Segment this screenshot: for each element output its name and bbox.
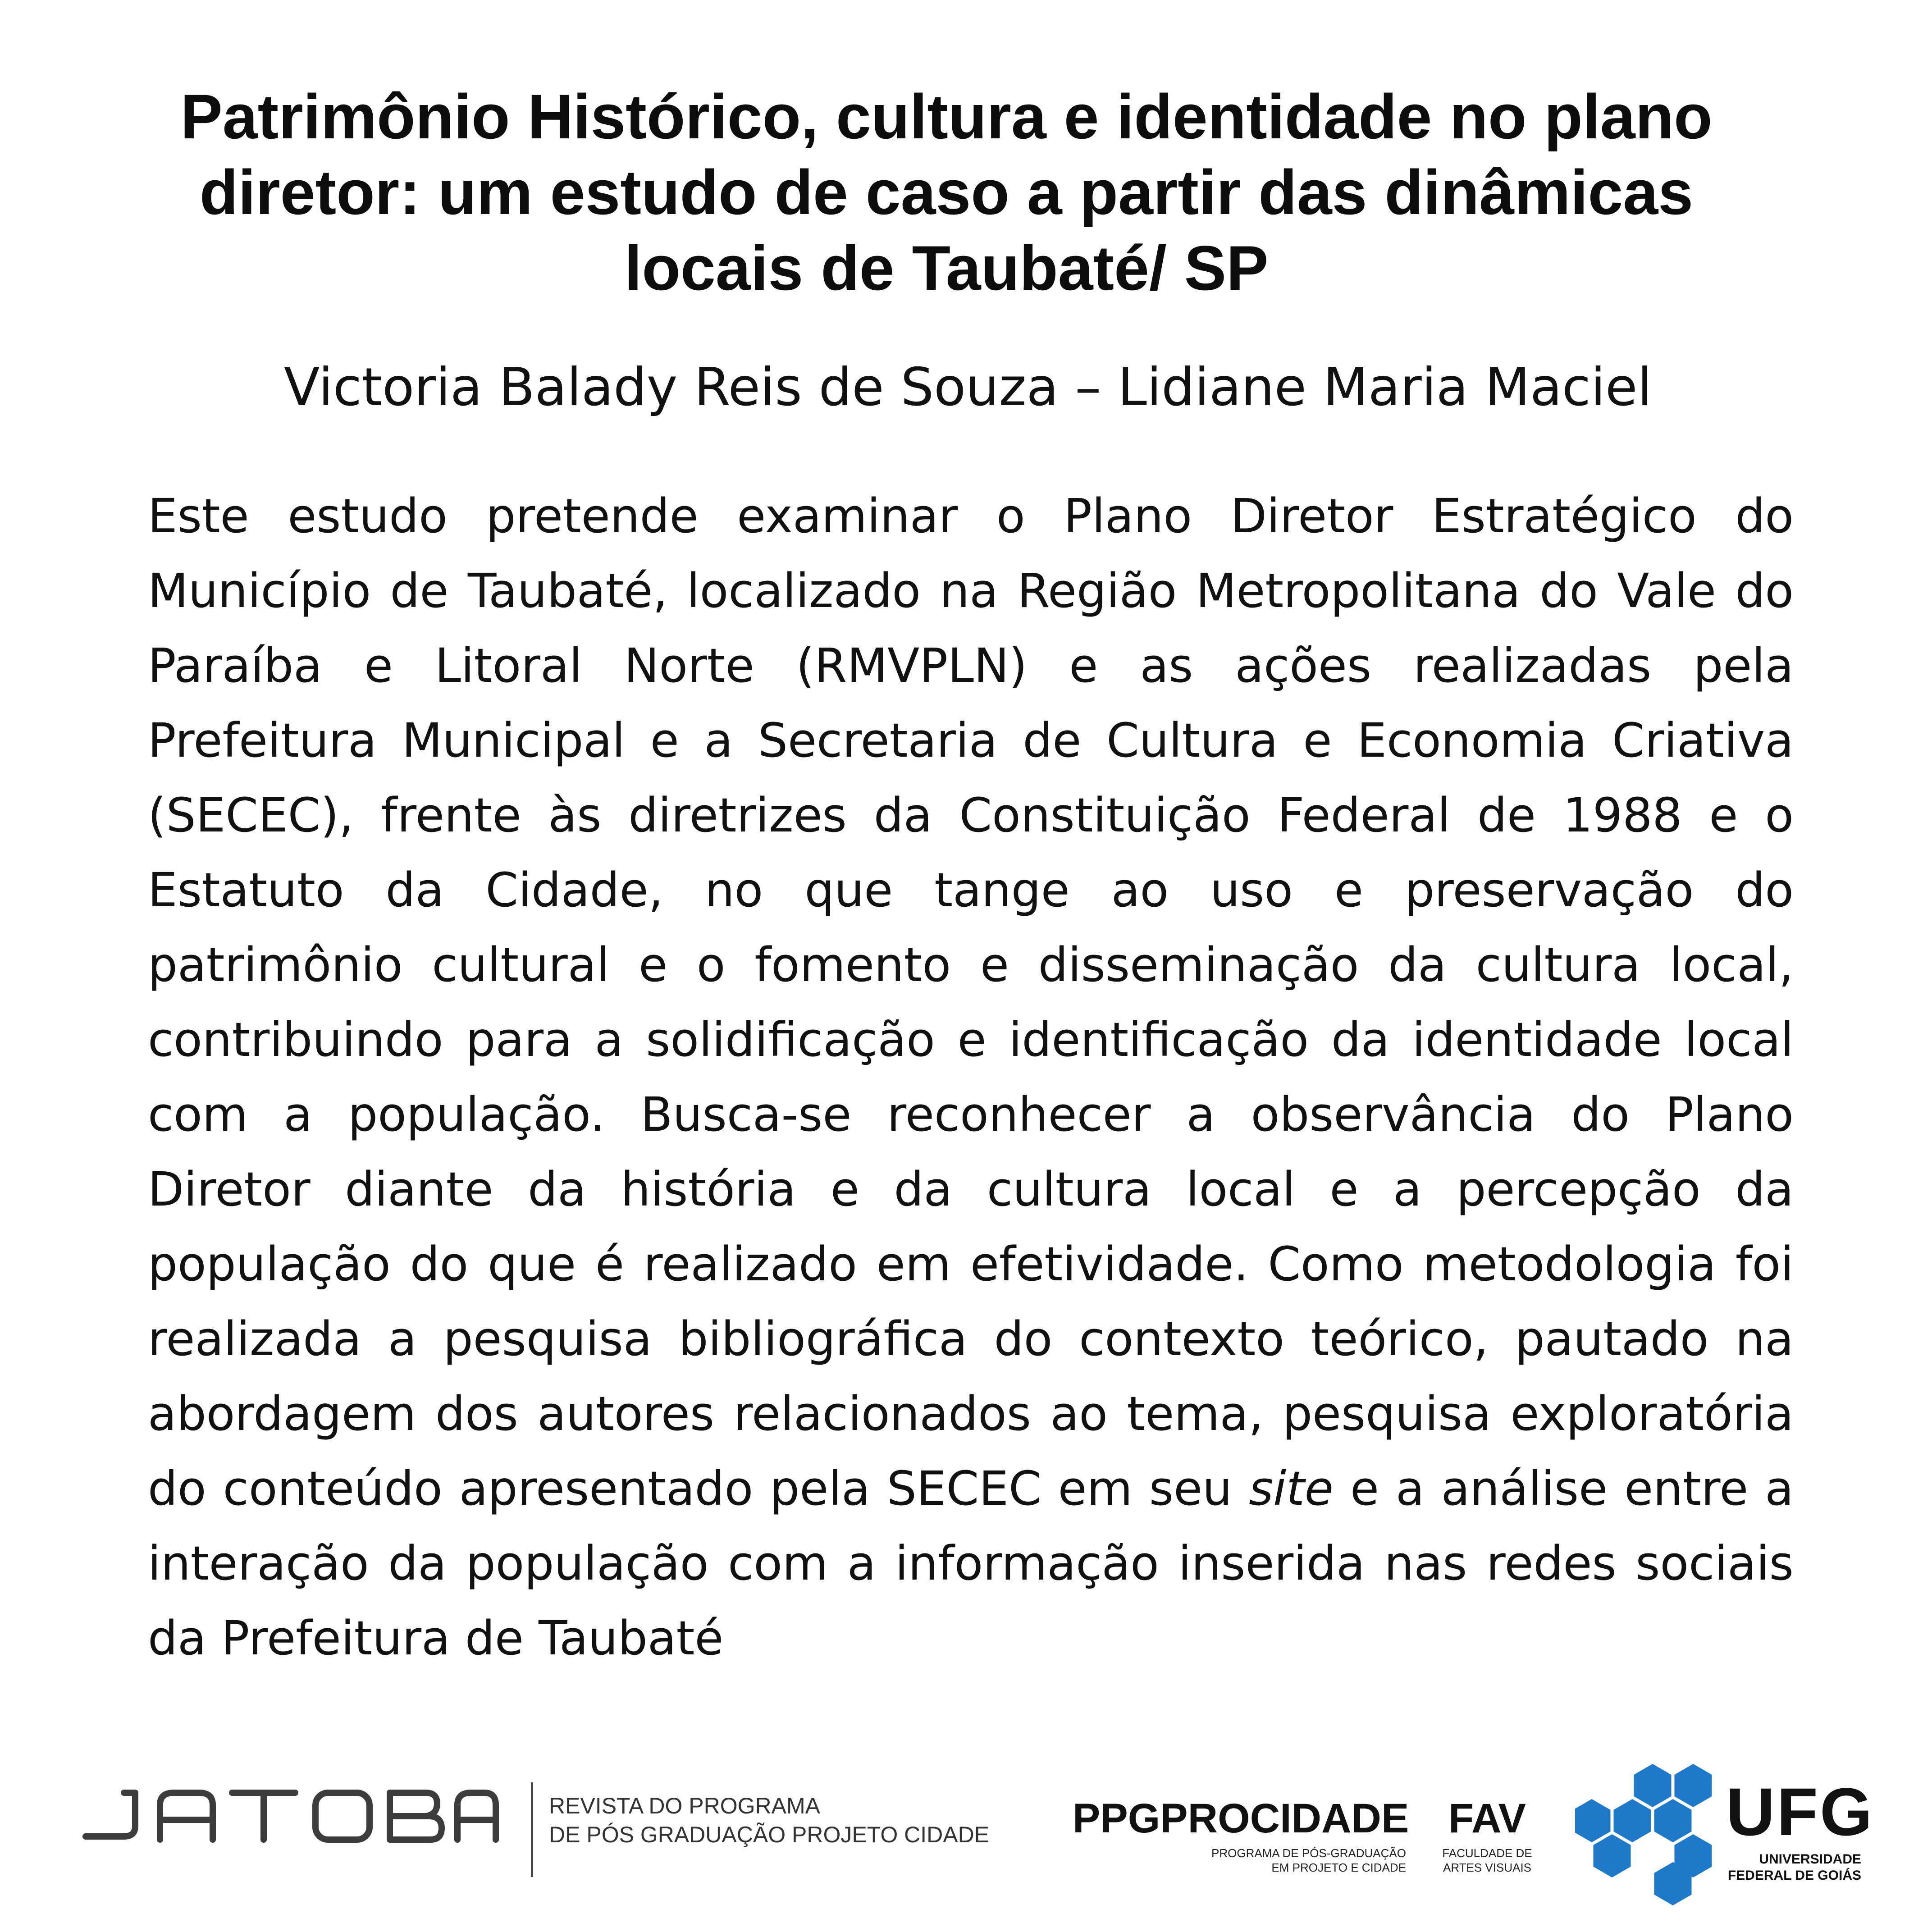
jatoba-logo xyxy=(81,1785,500,1848)
jatoba-subtitle-line: DE PÓS GRADUAÇÃO PROJETO CIDADE xyxy=(549,1822,990,1847)
ufg-subtitle-line: FEDERAL DE GOIÁS xyxy=(1727,1868,1861,1883)
ufg-logo-text: UFG xyxy=(1726,1774,1874,1850)
authors-line: Victoria Balady Reis de Souza – Lidiane Maria Maciel xyxy=(284,357,1652,418)
ufg-subtitle xyxy=(1726,1851,1861,1884)
abstract-text-part: e a análise entre a interação da população com a informação inserida nas redes sociais da Prefeitura de Taubaté xyxy=(148,1461,1794,1666)
fav-subtitle xyxy=(1433,1846,1541,1875)
fav-subtitle-line: ARTES VISUAIS xyxy=(1443,1861,1532,1874)
jatoba-subtitle-line: REVISTA DO PROGRAMA xyxy=(549,1793,820,1818)
abstract-text-part: Este estudo pretende examinar o Plano Diretor Estratégico do Município de Taubaté, localizado na Região Metropolitana do Vale do Paraíba e Litoral Norte (RMVPLN) e as ações realizadas pela Prefeitura Municipal e a Secretaria de Cultura e Economia Criativa (SECEC), frente às diretrizes da Constituição Federal de 1988 e o Estatuto da Cidade, no que tange ao uso e preservação do patrimônio cultural e o fomento e disseminação da cultura local, contribuindo para a solidificação e identificação da identidade local com a população. Busca-se reconhecer a observância do Plano Diretor diante da história e da cultura local e a percepção da população do que é realizado em efetividade. Como metodologia foi realizada a pesquisa bibliográfica do contexto teórico, pautado na abordagem dos autores relacionados ao tema, pesquisa exploratória do conteúdo apresentado pela SECEC em seu xyxy=(148,489,1794,1516)
ppgprocidade-subtitle-line: EM PROJETO E CIDADE xyxy=(1271,1861,1406,1874)
ppgprocidade-subtitle xyxy=(1073,1846,1406,1875)
ufg-subtitle-line: UNIVERSIDADE xyxy=(1759,1852,1861,1867)
fav-subtitle-line: FACULDADE DE xyxy=(1442,1846,1532,1860)
ppgprocidade-subtitle-line: PROGRAMA DE PÓS-GRADUAÇÃO xyxy=(1211,1846,1406,1860)
page-title: Patrimônio Histórico, cultura e identidade no plano diretor: um estudo de caso a partir das dinâmicas locais de Taubaté/ SP xyxy=(180,81,1713,303)
footer-divider xyxy=(531,1782,533,1877)
abstract-italic-word: site xyxy=(1249,1461,1334,1516)
abstract-text xyxy=(148,479,1794,1676)
fav-logo-text: FAV xyxy=(1448,1795,1526,1841)
jatoba-subtitle xyxy=(549,1791,989,1849)
ufg-hexagon-logo xyxy=(1575,1758,1724,1906)
ppgprocidade-logo-text: PPGPROCIDADE xyxy=(1073,1795,1409,1841)
